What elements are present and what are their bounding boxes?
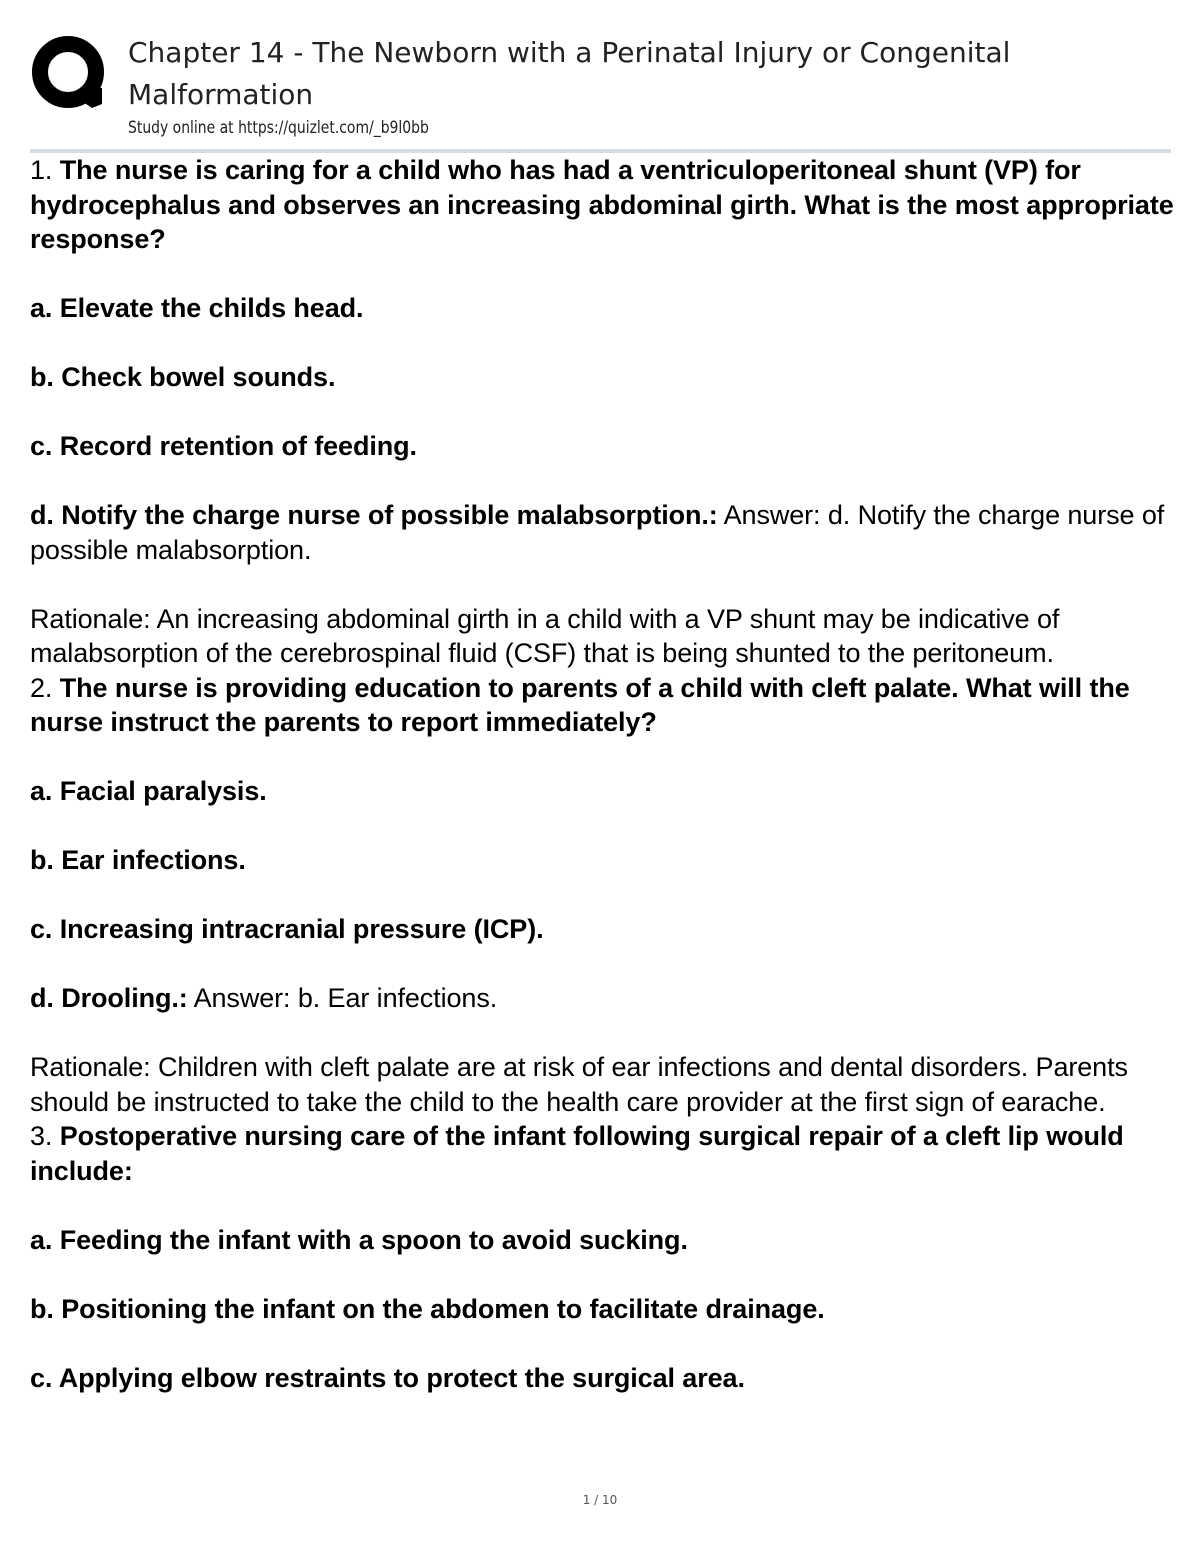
option-d-with-answer	[30, 498, 1180, 567]
study-online-link[interactable]: Study online at https://quizlet.com/_b9l0bb	[128, 118, 429, 138]
rationale-text: Rationale: Children with cleft palate are at risk of ear infections and dental disorders. Parents should be instructed to take the child to the health care provider at the first sign of earache.	[30, 1052, 1136, 1117]
question-number: 2.	[30, 672, 53, 703]
question-text: The nurse is caring for a child who has had a ventriculoperitoneal shunt (VP) for hydrocephalus and observes an increasing abdominal girth. What is the most appropriate response?	[30, 155, 1182, 254]
answer-text: Answer: b. Ear infections.	[193, 983, 498, 1013]
option-b: b. Check bowel sounds.	[30, 362, 336, 392]
question-3	[30, 1119, 1180, 1395]
quizlet-logo-icon	[30, 34, 108, 112]
document-header	[30, 30, 1172, 152]
question-number: 3.	[30, 1121, 53, 1151]
page-number: 1 / 10	[582, 1493, 618, 1507]
question-1	[30, 153, 1180, 671]
question-text: The nurse is providing education to parents of a child with cleft palate. What will the nurse instruct the parents to report immediately?	[30, 672, 1138, 737]
document-title: Chapter 14 - The Newborn with a Perinatal Injury or Congenital Malformation	[128, 36, 1011, 111]
option-b: b. Positioning the infant on the abdomen to facilitate drainage.	[30, 1293, 825, 1324]
option-c: c. Increasing intracranial pressure (ICP).	[30, 914, 544, 944]
option-a: a. Facial paralysis.	[30, 776, 267, 806]
question-2	[30, 671, 1180, 1120]
question-stem	[30, 671, 1180, 740]
question-stem	[30, 1119, 1180, 1188]
option-d-with-answer	[30, 981, 1180, 1016]
question-text: Postoperative nursing care of the infant following surgical repair of a cleft lip would include:	[30, 1121, 1132, 1186]
option-a: a. Elevate the childs head.	[30, 293, 364, 323]
question-list	[30, 153, 1180, 1395]
question-number: 1.	[30, 155, 53, 185]
rationale-text: Rationale: An increasing abdominal girth in a child with a VP shunt may be indicative of malabsorption of the cerebrospinal fluid (CSF) that is being shunted to the peritoneum.	[30, 603, 1067, 668]
option-c: c. Record retention of feeding.	[30, 431, 417, 461]
question-stem	[30, 153, 1180, 257]
option-a: a. Feeding the infant with a spoon to avoid sucking.	[30, 1224, 688, 1255]
option-b: b. Ear infections.	[30, 845, 246, 875]
answer-text: Answer: d. Notify the charge nurse of possible malabsorption.	[30, 500, 1172, 565]
option-c: c. Applying elbow restraints to protect the surgical area.	[30, 1362, 745, 1393]
option-d: d. Drooling.:	[30, 983, 188, 1013]
option-d: d. Notify the charge nurse of possible malabsorption.:	[30, 500, 718, 530]
